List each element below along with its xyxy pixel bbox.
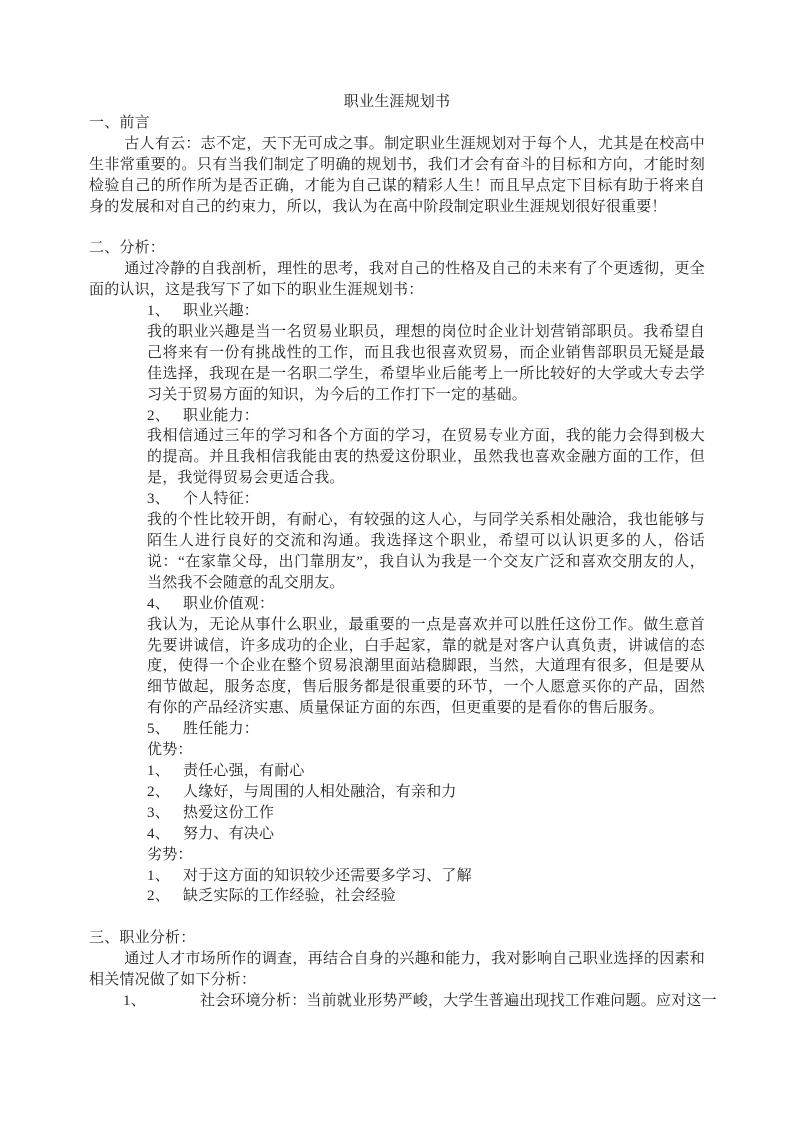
strength-item: [147, 782, 705, 803]
strength-item-text: 努力、有决心: [183, 825, 275, 842]
career-analysis-item-text: 社会环境分析：当前就业形势严峻，大学生普遍出现找工作难问题。应对这一: [200, 992, 717, 1009]
strengths-heading: 优势：: [147, 742, 193, 759]
list-item-body: 我的个性比较开朗，有耐心，有较强的这人心，与同学关系相处融洽，我也能够与陌生人进行良好的交流和沟通。我选择这个职业，希望可以认识更多的人，俗话说：“在家靠父母，出门靠朋友”，我自认为我是一个交友广泛和喜欢交朋友的人，当然我不会随意的乱交朋友。: [147, 512, 705, 591]
analysis-list: [147, 301, 705, 907]
strength-item-text: 人缘好，与周围的人相处融洽，有亲和力: [183, 783, 457, 800]
list-item-number: 3、: [147, 804, 170, 821]
list-item-body: 我相信通过三年的学习和各个方面的学习，在贸易专业方面，我的能力会得到极大的提高。并且我相信我能由衷的热爱这份职业，虽然我也喜欢金融方面的工作，但是，我觉得贸易会更适合我。: [147, 428, 705, 487]
doc-title: 职业生涯规划书: [343, 94, 451, 110]
weakness-item-text: 对于这方面的知识较少还需要多学习、了解: [183, 867, 472, 884]
list-item-body: 我认为，无论从事什么职业，最重要的一点是喜欢并可以胜任这份工作。做生意首先要讲诚信，许多成功的企业，白手起家，靠的就是对客户认真负责，讲诚信的态度，使得一个企业在整个贸易浪潮里面站稳脚跟，当然，大道理有很多，但是要从细节做起，服务态度，售后服务都是很重要的环节，一个人愿意买你的产品，固然有你的产品经济实惠、质量保证方面的东西，但更重要的是看你的售后服务。: [147, 616, 705, 717]
list-item-number: 3、: [147, 491, 170, 508]
list-item-label: 职业价值观：: [183, 595, 275, 612]
list-item-number: 1、: [123, 992, 146, 1009]
list-item-number: 2、: [147, 888, 170, 905]
strength-item-text: 热爱这份工作: [183, 804, 275, 821]
list-item-number: 4、: [147, 595, 170, 612]
weakness-item-text: 缺乏实际的工作经验，社会经验: [183, 888, 396, 905]
list-item-number: 5、: [147, 721, 170, 738]
career-analysis-intro-paragraph: 通过人才市场所作的调查，再结合自身的兴趣和能力，我对影响自己职业选择的因素和相关情况做了如下分析：: [89, 951, 705, 989]
blank-line: [89, 217, 705, 238]
strength-item: [147, 824, 705, 845]
list-item-label: 个人特征：: [183, 491, 260, 508]
career-analysis-item: [123, 991, 717, 1012]
list-item-label: 职业兴趣：: [183, 303, 260, 320]
strength-item: [147, 761, 705, 782]
list-item-label: 胜任能力：: [183, 721, 260, 738]
list-item-number: 1、: [147, 867, 170, 884]
analysis-heading: 二、分析：: [89, 240, 166, 257]
weakness-item: [147, 886, 705, 907]
blank-line: [89, 907, 705, 928]
list-item-heading-personal-traits: [147, 489, 705, 510]
preface-heading: 一、前言: [89, 114, 150, 131]
preface-paragraph: 古人有云：志不定，天下无可成之事。制定职业生涯规划对于每个人，尤其是在校高中生非常重要的。只有当我们制定了明确的规划书，我们才会有奋斗的目标和方向，才能时刻检验自己的所作所为是否正确，才能为自己谋的精彩人生！而且早点定下目标有助于将来自身的发展和对自己的约束力，所以，我认为在高中阶段制定职业生涯规划很好很重要！: [89, 135, 705, 215]
list-item-heading-competence: [147, 719, 705, 740]
list-item-heading-career-values: [147, 594, 705, 615]
strength-item: [147, 803, 705, 824]
weaknesses-heading: 劣势：: [147, 846, 193, 863]
list-item-number: 2、: [147, 783, 170, 800]
list-item-heading-career-interest: [147, 301, 705, 322]
analysis-intro-paragraph: 通过冷静的自我剖析，理性的思考，我对自己的性格及自己的未来有了个更透彻，更全面的认识，这是我写下了如下的职业生涯规划书：: [89, 261, 705, 299]
strength-item-text: 责任心强，有耐心: [183, 762, 305, 779]
list-item-label: 职业能力：: [183, 407, 260, 424]
career-analysis-heading: 三、职业分析：: [89, 930, 196, 947]
weakness-item: [147, 866, 705, 887]
list-item-body: 我的职业兴趣是当一名贸易业职员，理想的岗位时企业计划营销部职员。我希望自己将来有一份有挑战性的工作，而且我也很喜欢贸易，而企业销售部职员无疑是最佳选择，我现在是一名职二学生，希望毕业后能考上一所比较好的大学或大专去学习关于贸易方面的知识，为今后的工作打下一定的基础。: [147, 323, 705, 403]
list-item-number: 4、: [147, 825, 170, 842]
list-item-heading-career-ability: [147, 406, 705, 427]
list-item-number: 1、: [147, 303, 170, 320]
list-item-number: 2、: [147, 407, 170, 424]
document-content: [89, 92, 717, 1012]
list-item-number: 1、: [147, 762, 170, 779]
